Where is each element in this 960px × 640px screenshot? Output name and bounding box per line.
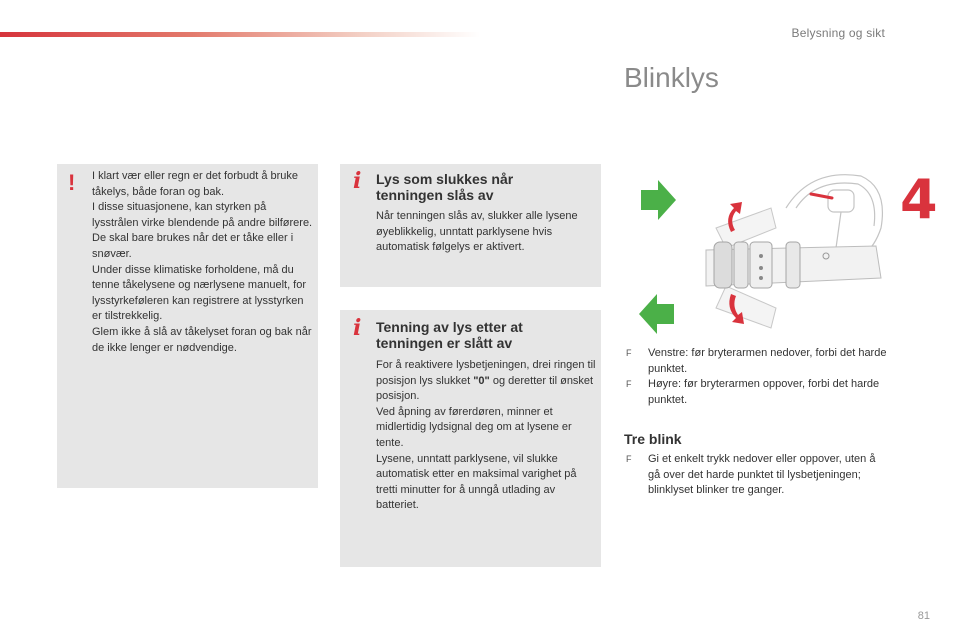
page-number: 81 <box>917 610 930 622</box>
bullet-text: Gi et enkelt trykk nedover eller oppover, uten å gå over det harde punktet til lysbetjeningen; blinklyset blinker tre ganger. <box>648 453 876 497</box>
section-label: Belysning og sikt <box>791 26 885 40</box>
info-text-lights-off: Når tenningen slås av, slukker alle lysene øyeblikkelig, unntatt parklysene hvis automatisk følgelys er aktivert. <box>376 210 578 254</box>
bullet-mark: F <box>626 348 632 358</box>
warning-paragraph: I klart vær eller regn er det forbudt å bruke tåkelys, både foran og bak. <box>92 170 299 198</box>
info-heading-lights-reactivate: Tenning av lys etter at tenningen er slått av <box>376 319 523 351</box>
page-title: Blinklys <box>624 62 719 93</box>
warning-paragraph: Under disse klimatiske forholdene, må du tenne tåkelysene og nærlysene manuelt, for lysstyrkeføleren kan registrere at lysstyrken er tilstrekkelig. <box>92 263 307 323</box>
chapter-number: 4 <box>900 168 938 231</box>
info-text-bold: "0" <box>473 374 490 387</box>
tre-blink-heading: Tre blink <box>624 431 682 447</box>
info-paragraph <box>376 358 598 405</box>
warning-text <box>92 169 314 356</box>
bullet-mark: F <box>626 454 632 464</box>
header-accent-bar <box>0 32 480 37</box>
info-icon: i <box>353 315 362 341</box>
exclamation-icon: ! <box>68 170 76 195</box>
info-icon: i <box>353 168 362 194</box>
bullet-text: Høyre: før bryterarmen oppover, forbi det harde punktet. <box>648 378 880 406</box>
warning-paragraph: I disse situasjonene, kan styrken på lysstrålen virke blendende på andre bilførere. De skal bare brukes når det er tåke eller i snøvær. <box>92 201 313 260</box>
list-item <box>624 377 889 408</box>
info-text-lights-reactivate <box>376 358 598 514</box>
list-item <box>624 346 889 377</box>
red-tick-icon <box>811 194 832 198</box>
turn-signal-stalk-illustration <box>636 168 886 336</box>
arrow-left-icon <box>639 294 674 334</box>
info-text-part: og deretter til ønsket posisjon. <box>376 374 594 403</box>
info-paragraph: Lysene, unntatt parklysene, vil slukke automatisk etter en maksimal varighet på tretti minutter for å unngå utlading av batteriet. <box>376 452 577 512</box>
info-paragraph: Ved åpning av førerdøren, minner et midlertidig lydsignal deg om at lysene er tente. <box>376 405 572 449</box>
arrow-right-icon <box>641 180 676 220</box>
tre-blink-bullet-list <box>624 452 889 499</box>
bullet-mark: F <box>626 379 632 390</box>
info-heading-lights-off: Lys som slukkes når tenningen slås av <box>376 171 514 203</box>
list-item <box>624 452 889 499</box>
warning-paragraph: Glem ikke å slå av tåkelyset foran og bak når de ikke lenger er nødvendige. <box>92 325 312 354</box>
info-text-part: For å reaktivere lysbetjeningen, drei ringen til posisjon lys slukket <box>376 359 596 387</box>
blinklys-bullet-list <box>624 346 889 408</box>
bullet-text: Venstre: før bryterarmen nedover, forbi det harde punktet. <box>648 347 887 375</box>
